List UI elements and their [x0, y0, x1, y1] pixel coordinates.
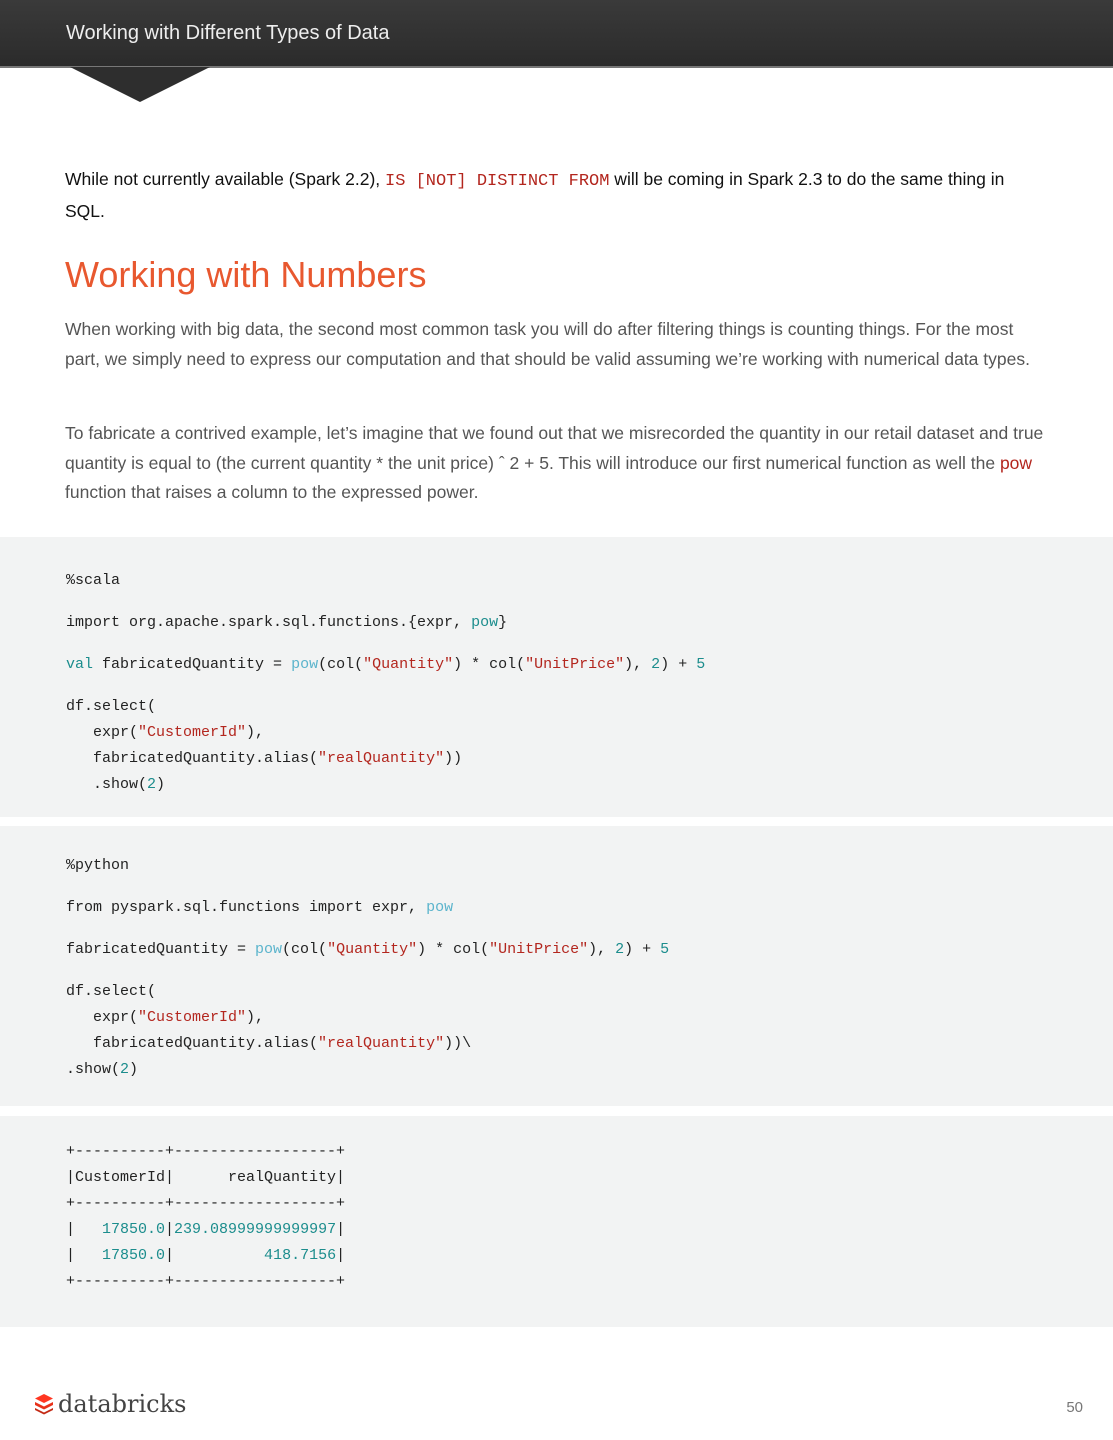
- code-token: expr(: [66, 1009, 139, 1026]
- code-token: "CustomerId": [138, 724, 247, 741]
- code-token: "UnitPrice": [489, 941, 589, 958]
- code-token: %scala: [66, 572, 121, 589]
- python-code-block: [0, 826, 1113, 1106]
- code-line: [66, 1165, 345, 1191]
- paragraph-2: [65, 419, 1045, 508]
- code-token: fabricatedQuantity =: [93, 656, 292, 673]
- page-number: 50: [1066, 1399, 1083, 1416]
- paragraph-1: When working with big data, the second most common task you will do after filtering things is counting things. For the most part, we simply need to express our computation and that should be valid assuming we’re working with numerical data types.: [65, 319, 1030, 369]
- code-line: [66, 720, 705, 746]
- code-line: [66, 1243, 345, 1269]
- code-token: "UnitPrice": [525, 656, 625, 673]
- code-token: |CustomerId| realQuantity|: [66, 1169, 346, 1186]
- code-line: [66, 694, 705, 720]
- logo-text: databricks: [58, 1390, 187, 1418]
- code-token: +----------+------------------+: [66, 1143, 346, 1160]
- blank-line: [66, 678, 705, 694]
- output-table: [66, 1139, 345, 1295]
- code-line: [66, 937, 669, 963]
- scala-code-block: [0, 537, 1113, 817]
- section-title: Working with Numbers: [65, 254, 427, 295]
- code-line: [66, 610, 705, 636]
- code-token: 2: [651, 656, 661, 673]
- code-token: pow: [471, 614, 499, 631]
- code-token: pow: [255, 941, 283, 958]
- intro-paragraph: [65, 165, 1045, 226]
- code-token: val: [66, 656, 94, 673]
- code-token: |: [165, 1247, 175, 1264]
- code-token: ))\: [444, 1035, 472, 1052]
- code-token: fabricatedQuantity =: [66, 941, 256, 958]
- code-line: [66, 772, 705, 798]
- code-token: from pyspark.sql.functions import expr,: [66, 899, 427, 916]
- code-token: 5: [696, 656, 706, 673]
- code-token: .show(: [66, 1061, 121, 1078]
- output-block: [0, 1116, 1113, 1327]
- code-token: ): [129, 1061, 139, 1078]
- code-token: 418.7156: [174, 1247, 337, 1264]
- code-token: %python: [66, 857, 130, 874]
- header-title: Working with Different Types of Data: [66, 22, 390, 44]
- para2-text-end: function that raises a column to the expressed power.: [65, 482, 479, 502]
- code-token: "realQuantity": [318, 750, 445, 767]
- code-token: "realQuantity": [318, 1035, 445, 1052]
- intro-text-end: will be coming in Spark 2.3 to do the same thing in SQL.: [65, 169, 1005, 221]
- blank-line: [66, 921, 669, 937]
- blank-line: [66, 963, 669, 979]
- code-token: 17850.0: [75, 1247, 166, 1264]
- code-token: (col(: [318, 656, 364, 673]
- code-token: |: [66, 1247, 76, 1264]
- code-line: [66, 568, 705, 594]
- code-line: [66, 746, 705, 772]
- code-token: |: [336, 1247, 346, 1264]
- code-token: |: [66, 1221, 76, 1238]
- code-token: "Quantity": [363, 656, 454, 673]
- code-token: pow: [291, 656, 319, 673]
- para2-text: To fabricate a contrived example, let’s imagine that we found out that we misrecorded the quantity in our retail dataset and true quantity is equal to (the current quantity * the unit price) ˆ 2 + 5. This will introduce our first numerical function as well the: [65, 423, 1044, 473]
- code-line: [66, 1269, 345, 1295]
- code-token: 17850.0: [75, 1221, 166, 1238]
- code-line: [66, 1031, 669, 1057]
- code-line: [66, 1057, 669, 1083]
- code-token: |: [165, 1221, 175, 1238]
- code-line: [66, 895, 669, 921]
- inline-code: IS [NOT] DISTINCT FROM: [385, 172, 610, 191]
- intro-text: While not currently available (Spark 2.2),: [65, 169, 385, 189]
- scala-code: [66, 568, 705, 798]
- blank-line: [66, 879, 669, 895]
- code-token: 5: [660, 941, 670, 958]
- code-token: fabricatedQuantity.alias(: [66, 1035, 319, 1052]
- code-token: import org.apache.spark.sql.functions.{expr,: [66, 614, 472, 631]
- code-token: df.select(: [66, 983, 157, 1000]
- code-line: [66, 652, 705, 678]
- code-token: ) +: [624, 941, 661, 958]
- code-token: +----------+------------------+: [66, 1195, 346, 1212]
- code-line: [66, 1005, 669, 1031]
- code-token: fabricatedQuantity.alias(: [66, 750, 319, 767]
- code-token: ) * col(: [453, 656, 526, 673]
- code-line: [66, 979, 669, 1005]
- code-line: [66, 853, 669, 879]
- code-token: (col(: [282, 941, 328, 958]
- code-token: ) * col(: [417, 941, 490, 958]
- code-token: ),: [246, 724, 265, 741]
- code-line: [66, 1191, 345, 1217]
- code-token: 239.08999999999997: [174, 1221, 337, 1238]
- code-line: [66, 1217, 345, 1243]
- code-token: df.select(: [66, 698, 157, 715]
- code-token: ): [156, 776, 166, 793]
- code-token: ),: [624, 656, 652, 673]
- databricks-logo: [34, 1390, 186, 1418]
- blank-line: [66, 594, 705, 610]
- code-token: expr(: [66, 724, 139, 741]
- code-token: ) +: [660, 656, 697, 673]
- code-token: pow: [426, 899, 454, 916]
- databricks-logo-icon: [34, 1393, 54, 1415]
- code-token: ),: [588, 941, 616, 958]
- blank-line: [66, 636, 705, 652]
- code-token: )): [444, 750, 463, 767]
- code-token: 2: [615, 941, 625, 958]
- code-token: }: [498, 614, 508, 631]
- page-header: [0, 0, 1113, 68]
- code-line: [66, 1139, 345, 1165]
- code-token: "Quantity": [327, 941, 418, 958]
- code-token: .show(: [66, 776, 148, 793]
- header-notch: [70, 67, 210, 102]
- code-token: ),: [246, 1009, 265, 1026]
- code-token: "CustomerId": [138, 1009, 247, 1026]
- code-token: 2: [120, 1061, 130, 1078]
- code-token: |: [336, 1221, 346, 1238]
- python-code: [66, 853, 669, 1083]
- inline-code-pow: pow: [999, 452, 1033, 473]
- code-token: 2: [147, 776, 157, 793]
- code-token: +----------+------------------+: [66, 1273, 346, 1290]
